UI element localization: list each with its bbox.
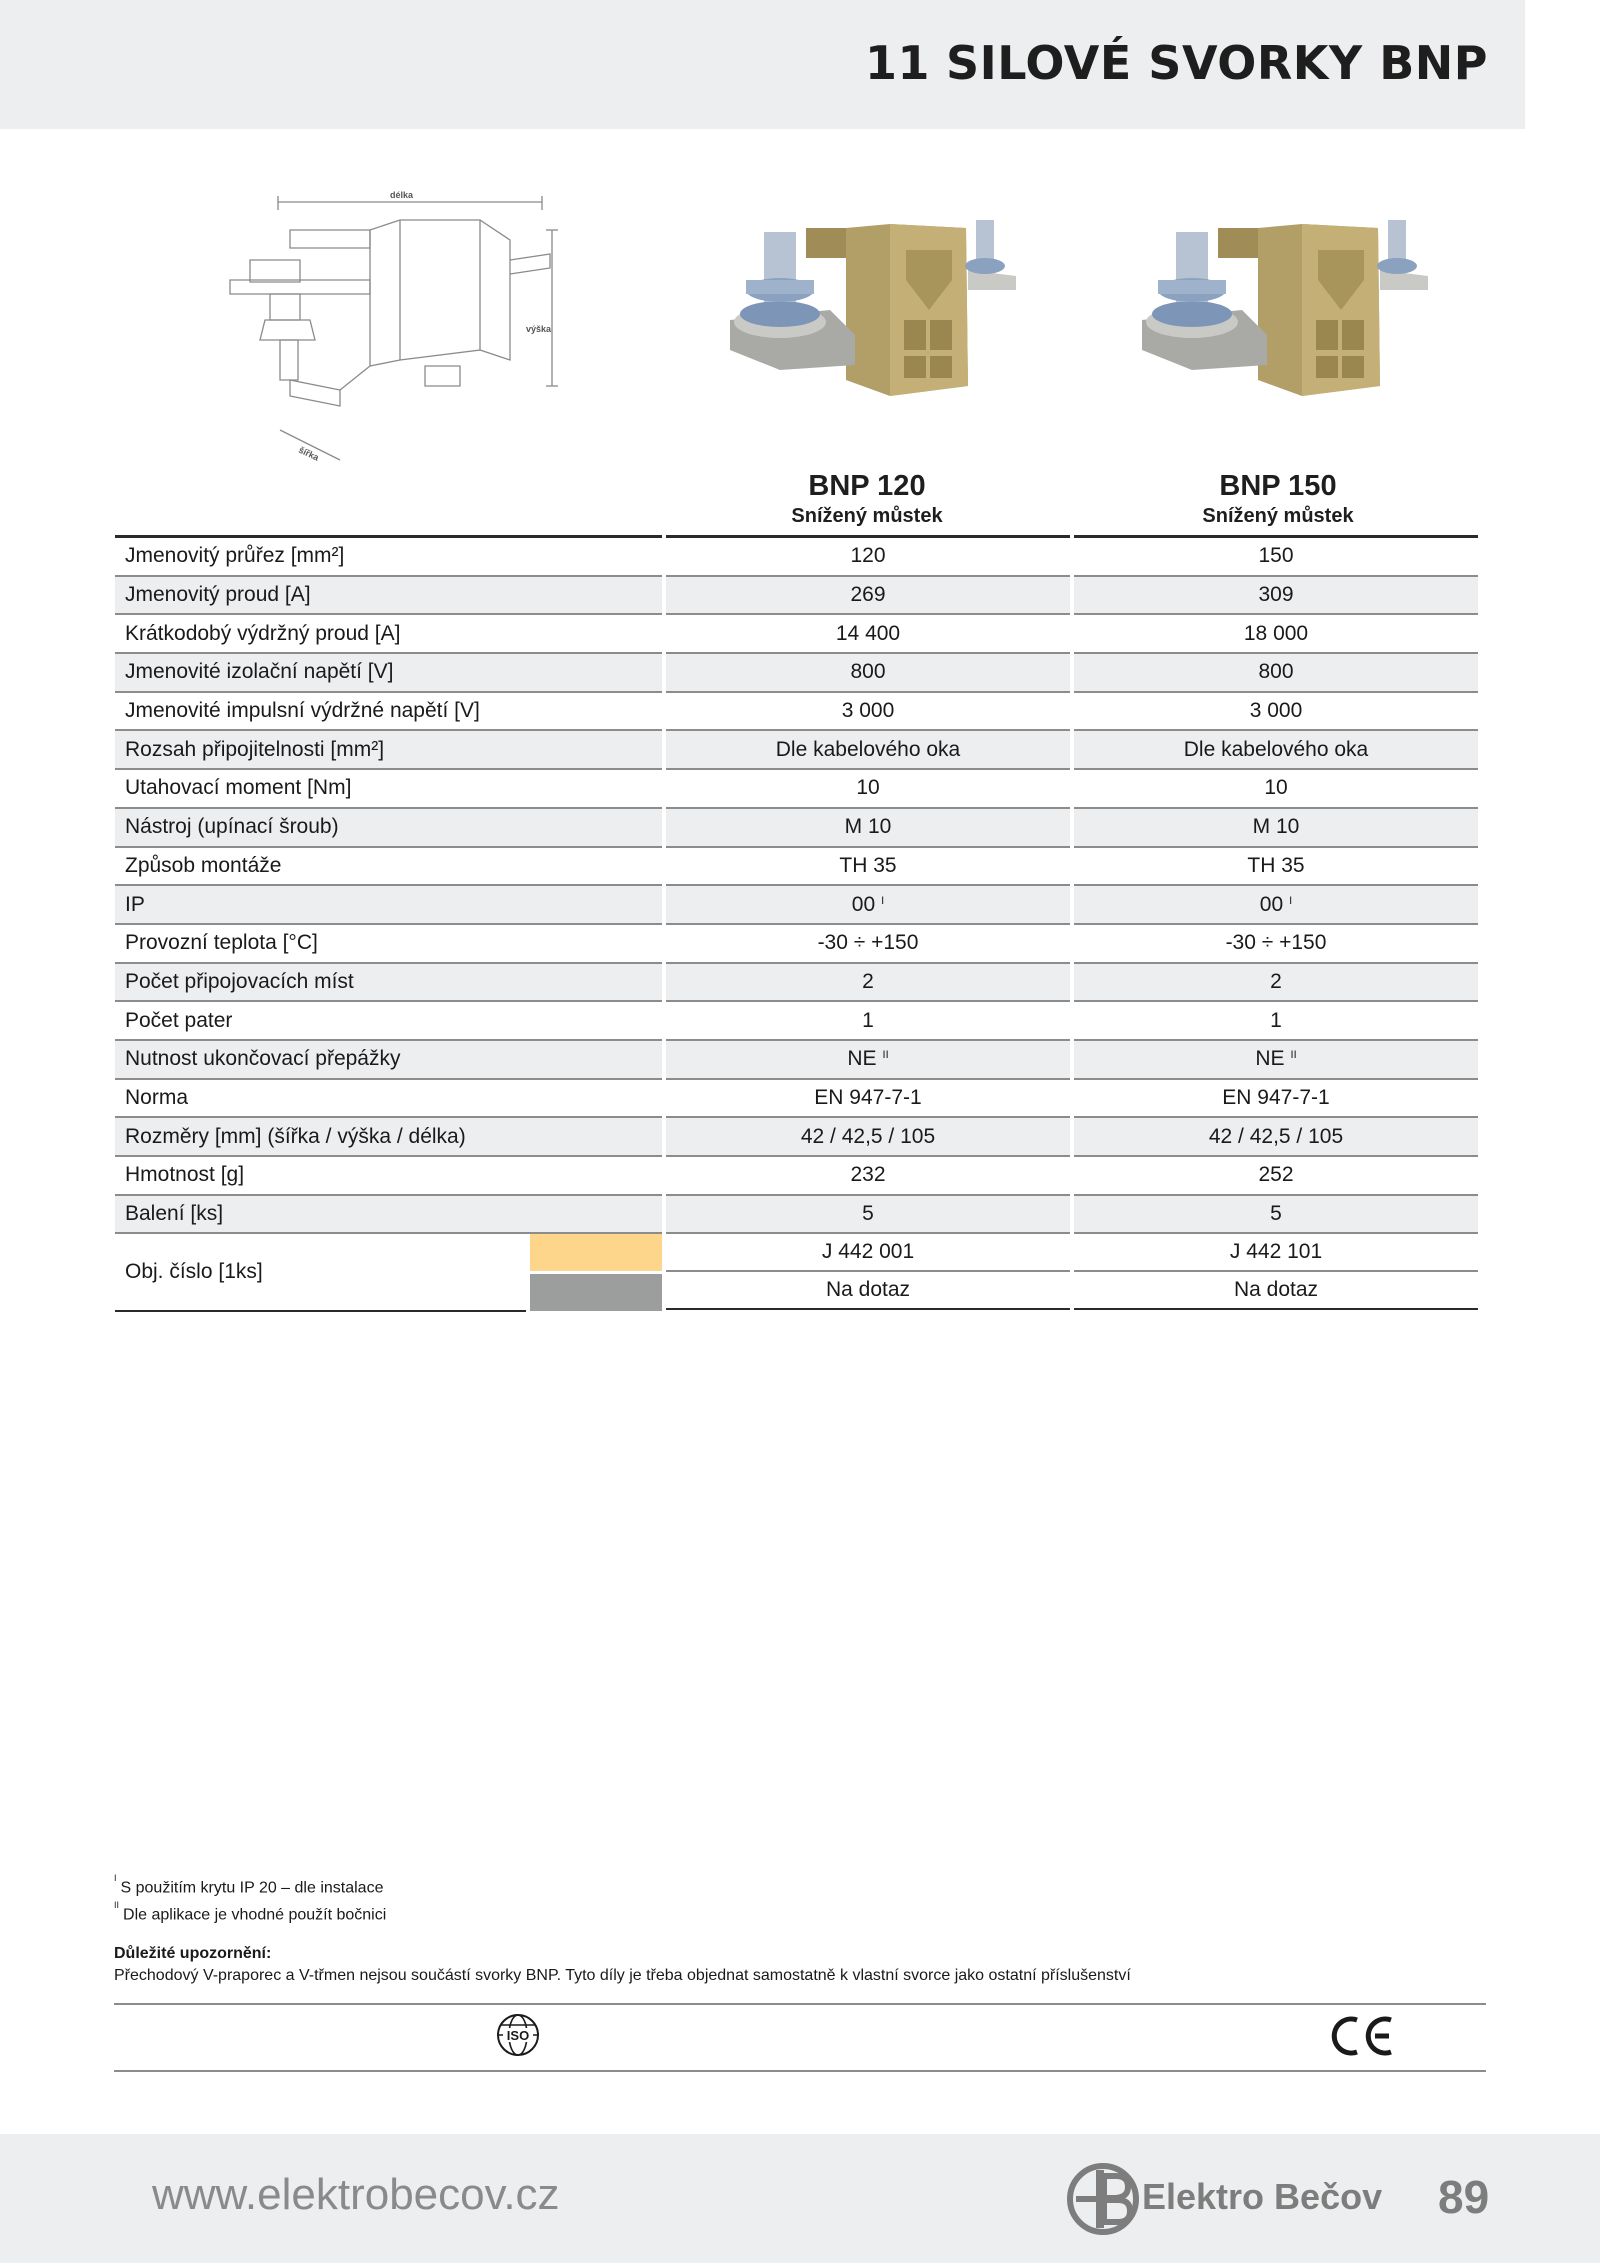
spec-label: Jmenovitý proud [A] xyxy=(115,577,662,616)
page-number: 89 xyxy=(1438,2171,1490,2223)
spec-row xyxy=(115,1002,1487,1041)
value-text: NE xyxy=(847,1047,877,1071)
cert-bottom-rule xyxy=(114,2070,1486,2072)
spec-label: Nutnost ukončovací přepážky xyxy=(115,1041,662,1080)
spec-value-bnp120: 269 xyxy=(666,577,1070,616)
spec-value-bnp150: EN 947-7-1 xyxy=(1074,1080,1478,1119)
spec-value-bnp120: 800 xyxy=(666,654,1070,693)
color-swatches xyxy=(530,1234,662,1312)
dim-length-label: délka xyxy=(390,190,414,200)
spec-value-bnp120: 2 xyxy=(666,964,1070,1003)
spec-value-bnp150: TH 35 xyxy=(1074,848,1478,887)
order-label: Obj. číslo [1ks] xyxy=(115,1234,526,1312)
spec-label: Nástroj (upínací šroub) xyxy=(115,809,662,848)
spec-value-bnp150: 309 xyxy=(1074,577,1478,616)
product-image-bnp120 xyxy=(720,210,1020,410)
order-number: J 442 101 xyxy=(1074,1234,1478,1272)
product-name: BNP 120 xyxy=(808,470,926,502)
spec-value-bnp150: Dle kabelového oka xyxy=(1074,731,1478,770)
column-head-bnp120 xyxy=(665,470,1069,528)
spec-value-bnp120: EN 947-7-1 xyxy=(666,1080,1070,1119)
footnote-text: S použitím krytu IP 20 – dle instalace xyxy=(120,1879,384,1897)
order-values-bnp150 xyxy=(1074,1234,1478,1312)
iso-text: ISO xyxy=(506,2028,530,2043)
spec-value-bnp120: 10 xyxy=(666,770,1070,809)
spec-value-bnp120: 120 xyxy=(666,538,1070,577)
spec-row xyxy=(115,1157,1487,1196)
spec-label: Hmotnost [g] xyxy=(115,1157,662,1196)
ce-mark-icon xyxy=(1329,2014,1397,2058)
website-link[interactable]: www.elektrobecov.cz xyxy=(152,2170,560,2219)
dim-height-label: výška xyxy=(526,324,552,334)
spec-row xyxy=(115,731,1487,770)
spec-label: Utahovací moment [Nm] xyxy=(115,770,662,809)
section-number: 11 xyxy=(864,36,930,90)
footnote-text: Dle aplikace je vhodné použít bočnici xyxy=(123,1906,387,1924)
warning-text: Přechodový V-praporec a V-třmen nejsou součástí svorky BNP. Tyto díly je třeba objednat samostatně k vlastní svorce jako ostatní příslušenství xyxy=(114,1966,1131,1984)
footnote-mark: I xyxy=(1289,894,1293,907)
spec-row xyxy=(115,615,1487,654)
spec-value-bnp150: 1 xyxy=(1074,1002,1478,1041)
footnotes xyxy=(114,1872,1486,1987)
spec-row xyxy=(115,848,1487,887)
value-text: 00 xyxy=(1259,892,1284,916)
spec-value-bnp120 xyxy=(666,886,1070,925)
spec-value-bnp150 xyxy=(1074,886,1478,925)
column-head-bnp150 xyxy=(1076,470,1480,528)
product-subtitle: Snížený můstek xyxy=(1202,505,1354,527)
spec-value-bnp120: 3 000 xyxy=(666,693,1070,732)
spec-label: Způsob montáže xyxy=(115,848,662,887)
section-title xyxy=(865,36,1488,90)
spec-row xyxy=(115,693,1487,732)
spec-row xyxy=(115,925,1487,964)
spec-value-bnp150: 2 xyxy=(1074,964,1478,1003)
product-subtitle: Snížený můstek xyxy=(791,505,943,527)
spec-value-bnp120: -30 ÷ +150 xyxy=(666,925,1070,964)
spec-row xyxy=(115,809,1487,848)
footnote-mark: II xyxy=(114,1900,120,1911)
footnote-2 xyxy=(114,1899,1486,1926)
dim-width-label: šířka xyxy=(297,444,321,463)
spec-value-bnp150: 252 xyxy=(1074,1157,1478,1196)
section-title-text: SILOVÉ SVORKY BNP xyxy=(945,36,1488,90)
spec-value-bnp120 xyxy=(666,1041,1070,1080)
spec-label: Jmenovitý průřez [mm²] xyxy=(115,538,662,577)
spec-value-bnp150: 42 / 42,5 / 105 xyxy=(1074,1118,1478,1157)
spec-value-bnp120: 42 / 42,5 / 105 xyxy=(666,1118,1070,1157)
spec-label: Jmenovité impulsní výdržné napětí [V] xyxy=(115,693,662,732)
spec-value-bnp120: Dle kabelového oka xyxy=(666,731,1070,770)
spec-value-bnp150: -30 ÷ +150 xyxy=(1074,925,1478,964)
spec-value-bnp150 xyxy=(1074,1041,1478,1080)
spec-row xyxy=(115,654,1487,693)
spec-value-bnp120: 5 xyxy=(666,1196,1070,1235)
value-text: 00 xyxy=(851,892,876,916)
product-image-bnp150 xyxy=(1132,210,1432,410)
color-swatch-beige xyxy=(530,1234,662,1271)
technical-drawing xyxy=(220,190,580,470)
cert-top-rule xyxy=(114,2003,1486,2005)
spec-value-bnp120: TH 35 xyxy=(666,848,1070,887)
spec-label: Jmenovité izolační napětí [V] xyxy=(115,654,662,693)
spec-table xyxy=(115,538,1487,1312)
spec-row xyxy=(115,538,1487,577)
spec-label: IP xyxy=(115,886,662,925)
spec-label: Počet pater xyxy=(115,1002,662,1041)
spec-row xyxy=(115,770,1487,809)
spec-label: Norma xyxy=(115,1080,662,1119)
order-number: Na dotaz xyxy=(1074,1272,1478,1310)
order-number: J 442 001 xyxy=(666,1234,1070,1272)
spec-row xyxy=(115,1041,1487,1080)
spec-value-bnp150: 10 xyxy=(1074,770,1478,809)
spec-value-bnp150: 5 xyxy=(1074,1196,1478,1235)
footnote-1 xyxy=(114,1872,1486,1899)
footnote-mark: II xyxy=(1290,1049,1297,1062)
order-number: Na dotaz xyxy=(666,1272,1070,1310)
color-swatch-grey xyxy=(530,1274,662,1311)
spec-value-bnp150: 150 xyxy=(1074,538,1478,577)
spec-value-bnp150: 3 000 xyxy=(1074,693,1478,732)
footnote-mark: I xyxy=(114,1873,117,1883)
order-number-block xyxy=(115,1234,1487,1312)
spec-value-bnp120: 232 xyxy=(666,1157,1070,1196)
spec-row xyxy=(115,1118,1487,1157)
spec-value-bnp150: 800 xyxy=(1074,654,1478,693)
spec-label: Provozní teplota [°C] xyxy=(115,925,662,964)
spec-value-bnp150: M 10 xyxy=(1074,809,1478,848)
spec-row xyxy=(115,577,1487,616)
spec-label: Rozsah připojitelnosti [mm²] xyxy=(115,731,662,770)
spec-label: Krátkodobý výdržný proud [A] xyxy=(115,615,662,654)
terminal-illustration xyxy=(730,220,1016,396)
brand-name: Elektro Bečov xyxy=(1142,2176,1383,2217)
spec-label: Rozměry [mm] (šířka / výška / délka) xyxy=(115,1118,662,1157)
spec-value-bnp120: 1 xyxy=(666,1002,1070,1041)
value-text: NE xyxy=(1255,1047,1285,1071)
spec-row xyxy=(115,1080,1487,1119)
spec-label: Balení [ks] xyxy=(115,1196,662,1235)
footnote-mark: II xyxy=(882,1049,889,1062)
elektro-becov-logo-icon xyxy=(1066,2162,1140,2236)
iso-globe-icon xyxy=(495,2012,541,2058)
footnote-mark: I xyxy=(881,894,885,907)
spec-label: Počet připojovacích míst xyxy=(115,964,662,1003)
spec-value-bnp120: 14 400 xyxy=(666,615,1070,654)
spec-value-bnp120: M 10 xyxy=(666,809,1070,848)
spec-row xyxy=(115,1196,1487,1235)
spec-row xyxy=(115,964,1487,1003)
warning-title: Důležité upozornění: xyxy=(114,1944,272,1962)
spec-row xyxy=(115,886,1487,925)
terminal-illustration xyxy=(1142,220,1428,396)
product-name: BNP 150 xyxy=(1219,470,1337,502)
spec-value-bnp150: 18 000 xyxy=(1074,615,1478,654)
order-values-bnp120 xyxy=(666,1234,1070,1312)
